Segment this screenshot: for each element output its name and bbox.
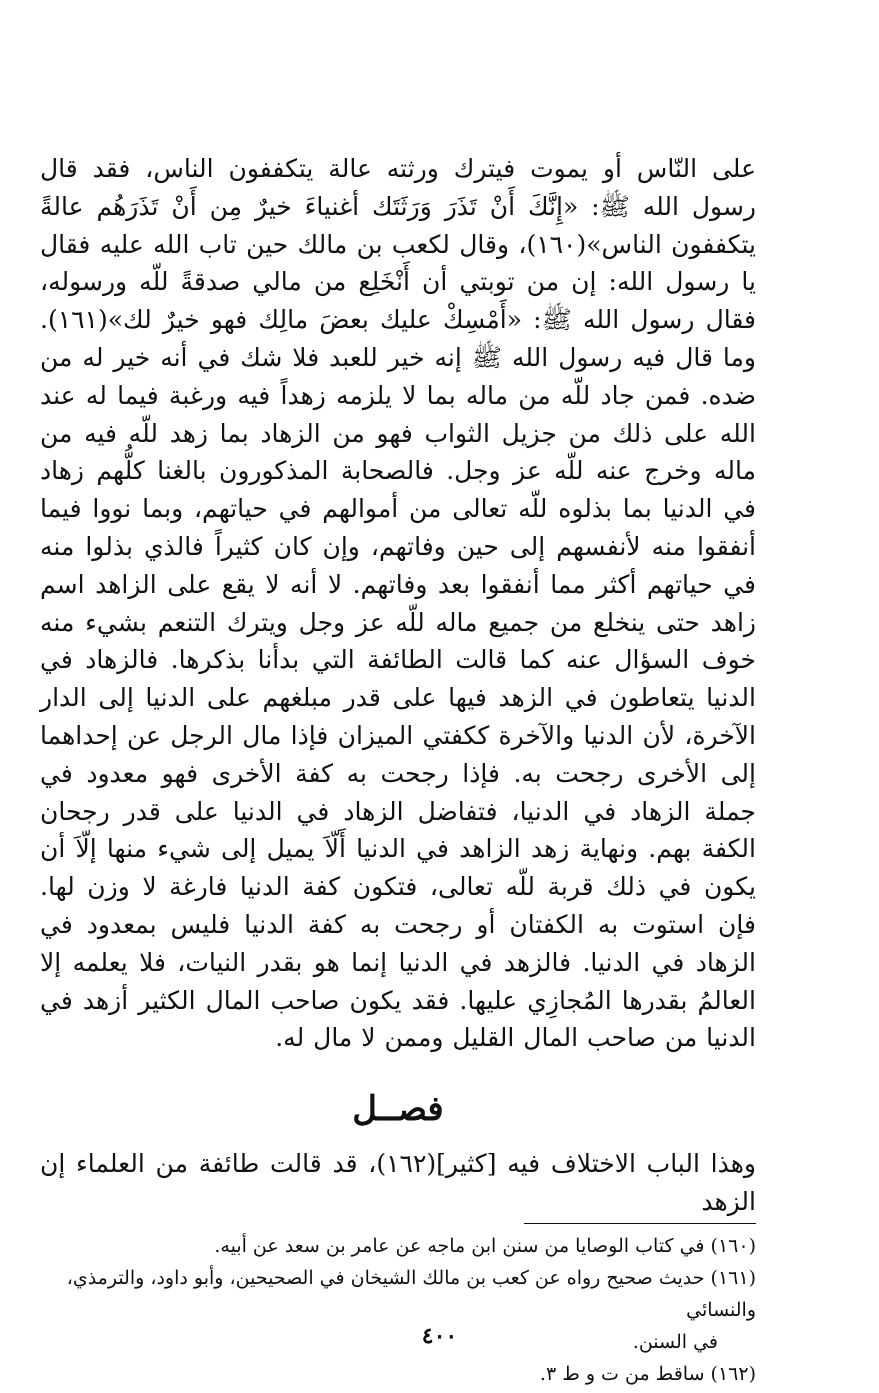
page-content [40, 150, 756, 1390]
footnote-160 [40, 1230, 756, 1262]
section-first-line: وهذا الباب الاختلاف فيه [كثير](١٦٢)، قد قالت طائفة من العلماء إن الزهد [40, 1149, 756, 1217]
footnote-162-text: (١٦٢) ساقط من ت و ط ٣. [539, 1363, 756, 1386]
footnote-161-continuation: في السنن. [632, 1331, 718, 1354]
section-heading: فصــل [352, 1089, 444, 1130]
page-number: ٤٠٠ [421, 1323, 458, 1349]
footnote-160-text: (١٦٠) في كتاب الوصايا من سنن ابن ماجه عن عامر بن سعد عن أبيه. [214, 1235, 756, 1258]
footnote-161-text: (١٦١) حديث صحيح رواه عن كعب بن مالك الشيخان في الصحيحين، وأبو داود، والترمذي، والنسائي [66, 1267, 756, 1322]
footnote-162 [40, 1358, 756, 1390]
body-paragraph: على النّاس أو يموت فيترك ورثته عالة يتكففون الناس، فقد قال رسول الله ﷺ: «إِنَّكَ أَنْ تَذَرَ وَرَثَتَك أغنياءَ خيرٌ مِن أَنْ تَذَرَهُم عالةً يتكففون الناس»(١٦٠)، وقال لكعب بن مالك حين تاب الله عليه فقال يا رسول الله: إن من توبتي أن أَنْخَلِع من مالي صدقةً للّه ورسوله، فقال رسول الله ﷺ: «أَمْسِكْ عليك بعضَ مالِك فهو خيرٌ لك»(١٦١). وما قال فيه رسول الله ﷺ إنه خير للعبد فلا شك في أنه خير له من ضده. فمن جاد للّه من ماله بما لا يلزمه زهداً فيه ورغبة فيما له عند الله على ذلك من جزيل الثواب فهو من الزهاد بما زهد للّه فيه من ماله وخرج عنه للّه عز وجل. فالصحابة المذكورون بالغنا كلُّهم زهاد في الدنيا بما بذلوه للّه تعالى من أموالهم في حياتهم، وبما نووا فيما أنفقوا منه لأنفسهم إلى حين وفاتهم، وإن كان كثيراً فالذي بذلوا منه في حياتهم أكثر مما أنفقوا بعد وفاتهم. لا أنه لا يقع على الزاهد اسم زاهد حتى ينخلع من جميع ماله للّه عز وجل ويترك التنعم بشيء منه خوف السؤال عنه كما قالت الطائفة التي بدأنا بذكرها. فالزهاد في الدنيا يتعاطون في الزهد فيها على قدر مبلغهم على الدنيا إلى الدار الآخرة، لأن الدنيا والآخرة ككفتي الميزان فإذا مال الرجل عن إحداهما إلى الأخرى رجحت به. فإذا رجحت به كفة الأخرى فهو معدود في جملة الزهاد في الدنيا، فتفاضل الزهاد في الدنيا على قدر رجحان الكفة بهم. ونهاية زهد الزاهد في الدنيا أَلّاَ يميل إلى شيء منها إلّاَ أن يكون في ذلك قربة للّه تعالى، فتكون كفة الدنيا فارغة لا وزن لها. فإن استوت به الكفتان أو رجحت به كفة الدنيا فليس بمعدود في الزهاد في الدنيا. فالزهد في الدنيا إنما هو بقدر النيات، فلا يعلمه إلا العالمُ بقدرها المُجازِي عليها. فقد يكون صاحب المال الكثير أزهد في الدنيا من صاحب المال القليل وممن لا مال له. [40, 154, 756, 1053]
footnote-divider [524, 1223, 756, 1224]
footnotes [40, 1230, 756, 1390]
